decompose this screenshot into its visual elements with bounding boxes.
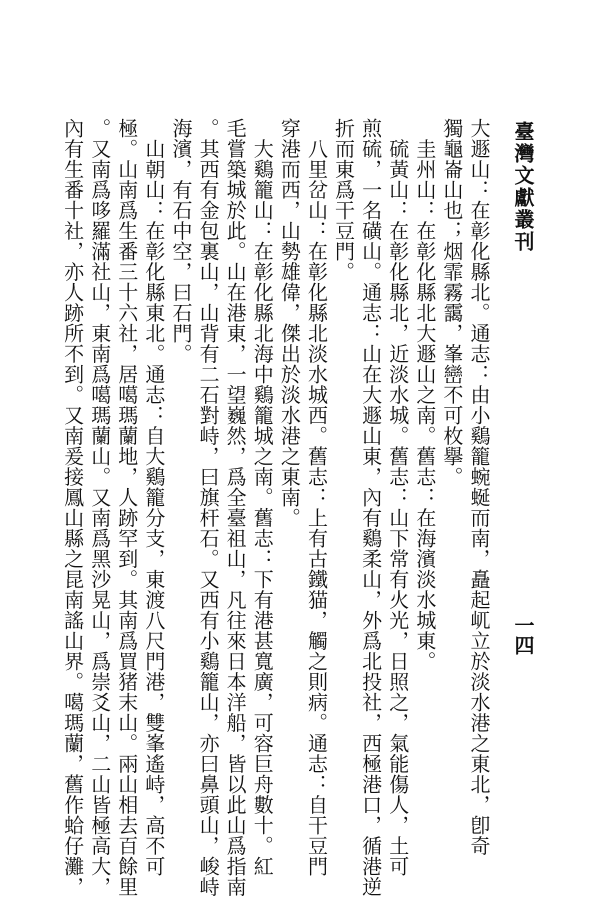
text-column: 圭州山：在彰化縣北大遯山之南。舊志：在海濱淡水城東。 xyxy=(412,118,437,672)
page-number: 一四 xyxy=(511,615,535,655)
text-column: 。又南爲哆羅滿社山，東南爲噶瑪蘭山。又南爲黑沙晃山，爲崇爻山，二山皆極高大， xyxy=(87,118,112,897)
text-column: 煎硫，一名磺山。通志：山在大遯山東，內有鷄柔山，外爲北投社，西極港口，循港逆 xyxy=(358,118,383,897)
text-column: 內有生番十社，亦人跡所不到。又南爰接鳳山縣之昆南謠山界。噶瑪蘭，舊作蛤仔灘， xyxy=(60,118,85,897)
text-column: 海濱，有石中空，曰石門。 xyxy=(168,118,193,364)
body-text xyxy=(60,118,492,897)
text-column: 折而東爲干豆門。 xyxy=(331,118,356,282)
text-column: 硫黃山：在彰化縣北，近淡水城。舊志：山下常有火光，日照之，氣能傷人，土可 xyxy=(385,118,410,877)
text-column: 八里岔山：在彰化縣北淡水城西。舊志：上有古鐵猫，觸之則病。通志：自干豆門 xyxy=(304,118,329,877)
text-column: 極。山南爲生番三十六社，居噶瑪蘭地，人跡罕到。其南爲買猪末山。兩山相去百餘里 xyxy=(114,118,139,897)
text-column: 穿港而西，山勢雄偉，傑出於淡水港之東南。 xyxy=(277,118,302,528)
text-column: 山朝山：在彰化縣東北。通志：自大鷄籠分支，東渡八尺門港，雙峯遙峙，高不可 xyxy=(141,118,166,877)
text-column: 大鷄籠山：在彰化縣北海中鷄籠城之南。舊志：下有港甚寬廣，可容巨舟數十。紅 xyxy=(250,118,275,877)
text-column: 獨龜崙山也；烟霏霧靄，峯巒不可枚擧。 xyxy=(439,118,464,487)
text-column: 。其西有金包裏山，山背有二石對峙，曰旗杆石。又西有小鷄籠山，亦曰鼻頭山，峻峙 xyxy=(196,118,221,897)
text-column: 大遯山：在彰化縣北。通志：由小鷄籠蜿蜒而南，矗起屼立於淡水港之東北，卽奇 xyxy=(467,118,491,856)
running-title: 臺灣文獻叢刊 xyxy=(511,121,535,253)
text-column: 毛嘗築城於此。山在港東，一望巍然，爲全臺祖山，凡往來日本洋船，皆以此山爲指南 xyxy=(223,118,248,897)
